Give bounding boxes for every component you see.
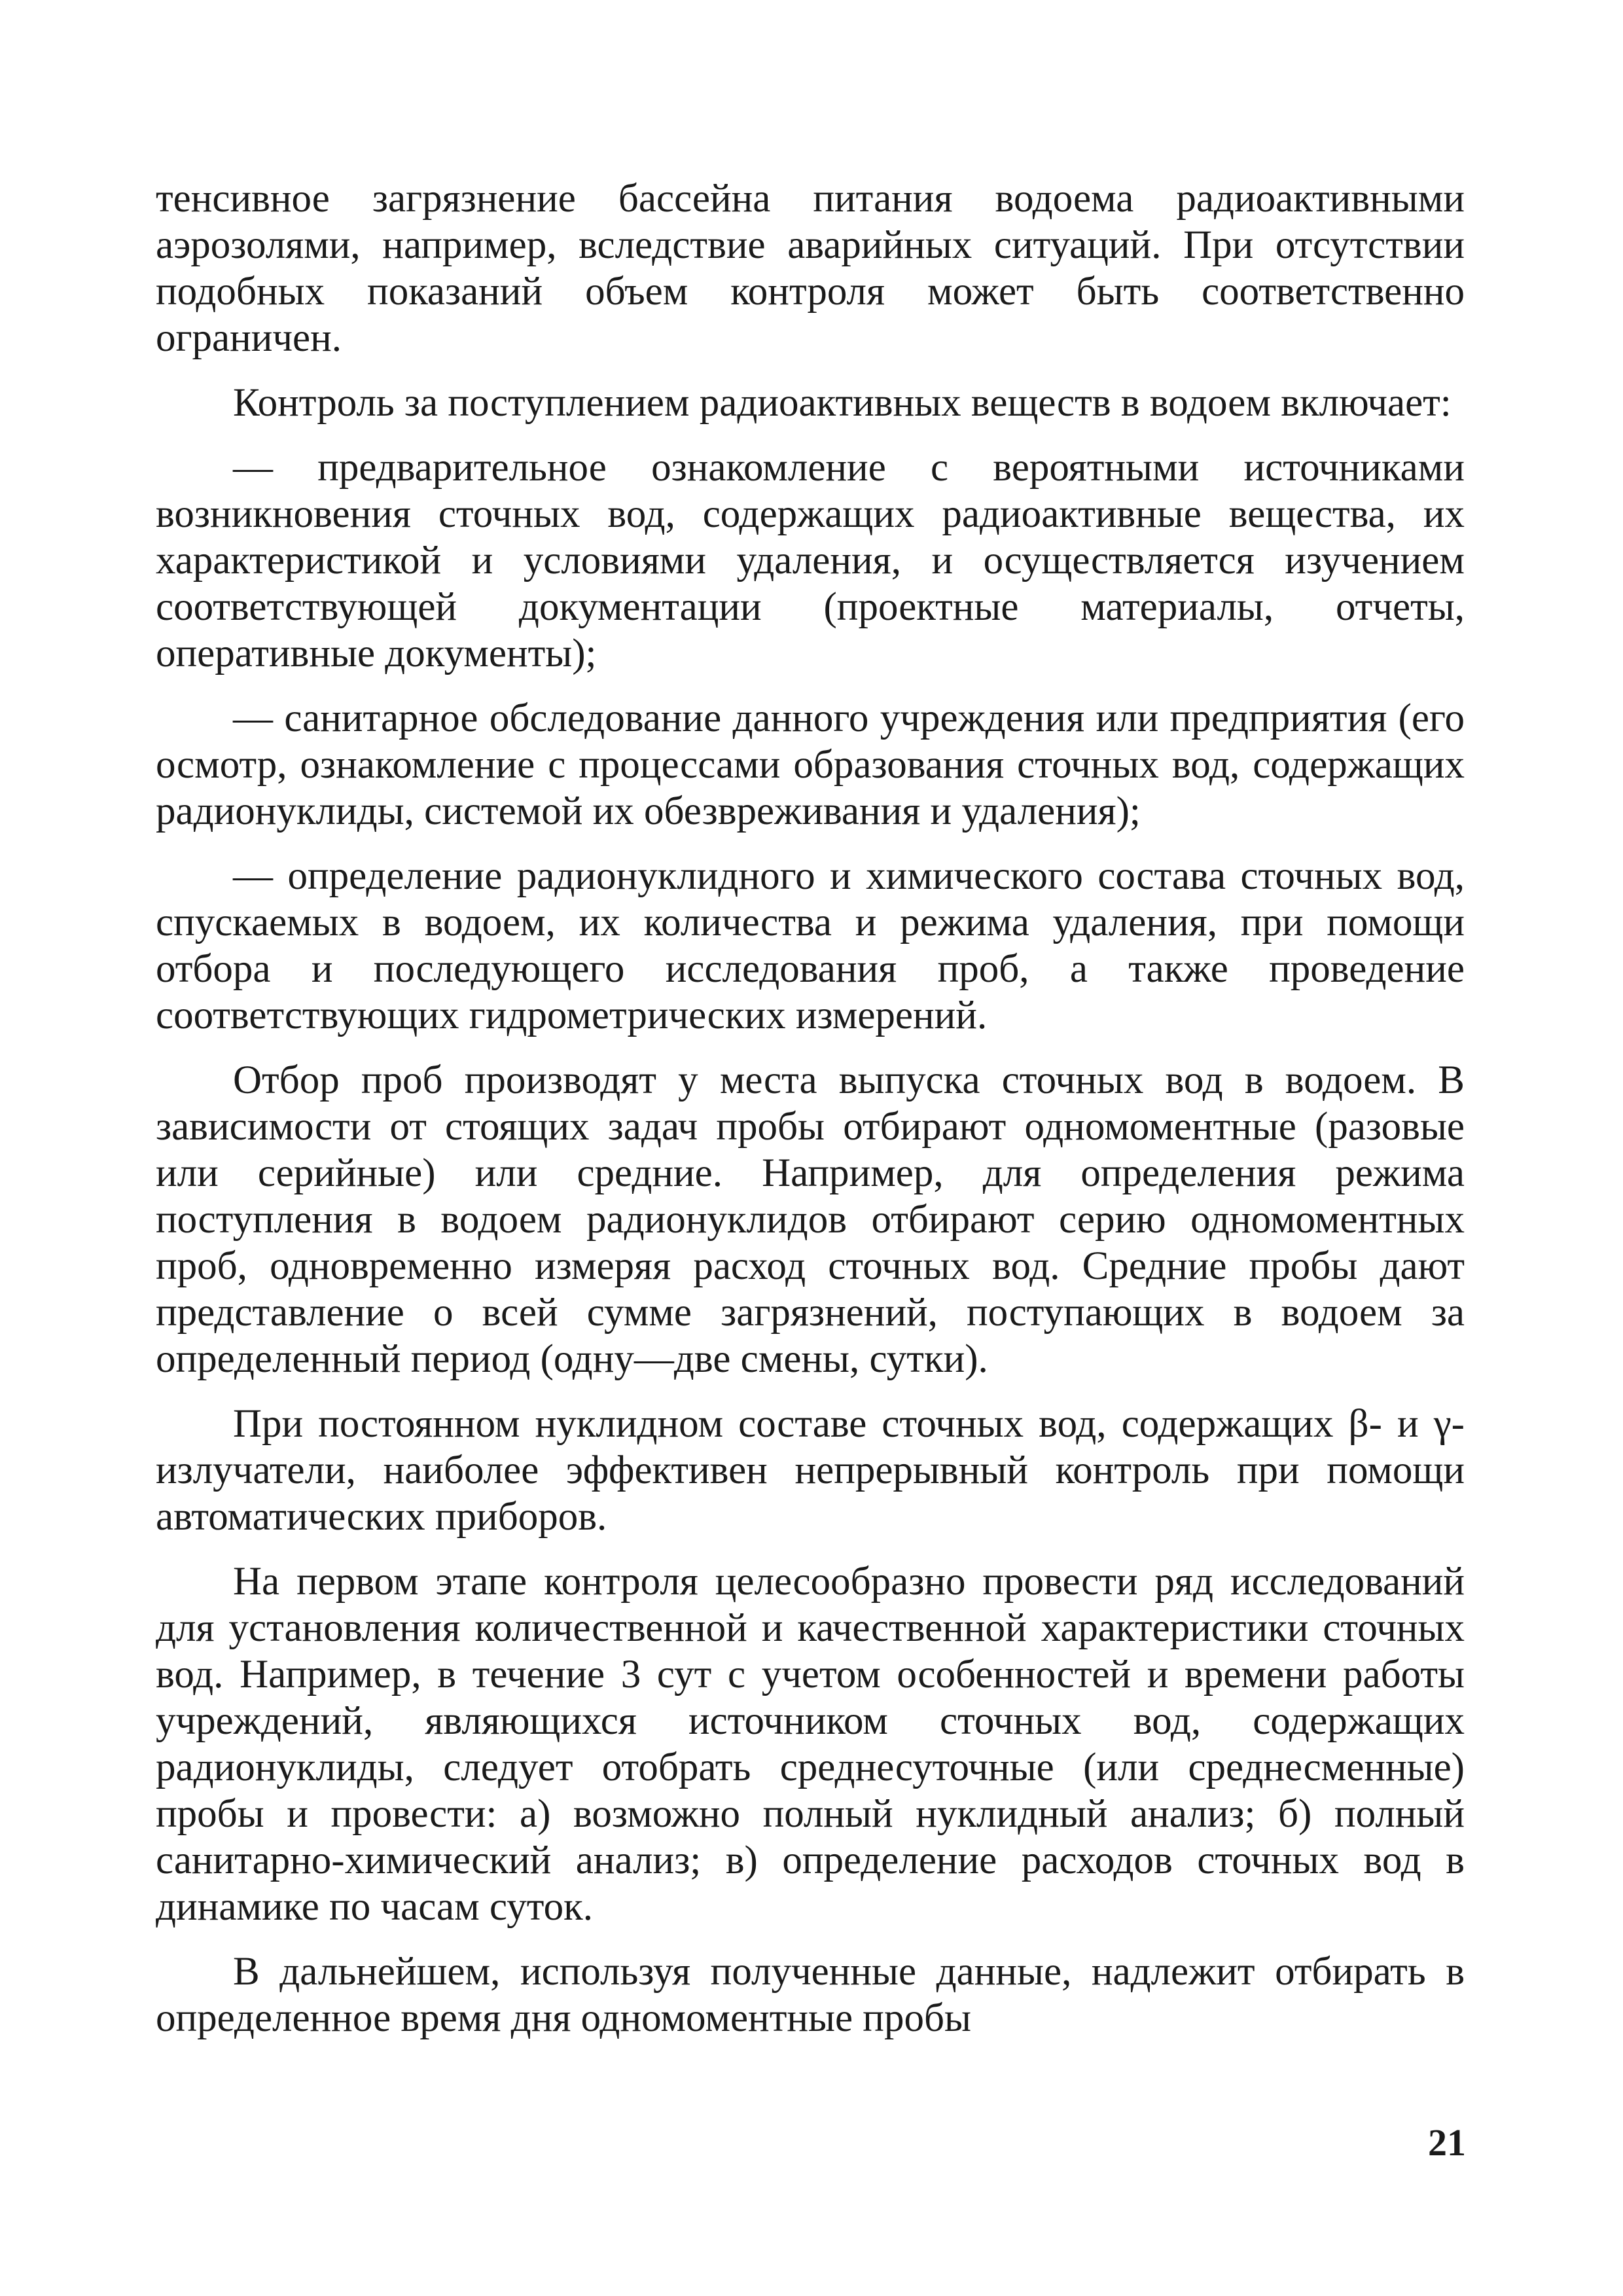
paragraph-7: При постоянном нуклидном составе сточных вод, содержащих β- и γ-излучатели, наиболее эффективен непрерывный контроль при помощи автоматических приборов.	[156, 1402, 1465, 1539]
paragraph-1: тенсивное загрязнение бассейна питания водоема радиоактивными аэрозолями, например, вследствие аварийных ситуаций. При отсутствии подобных показаний объем контроля может быть соответственно ограничен.	[156, 177, 1465, 360]
paragraph-6: Отбор проб производят у места выпуска сточных вод в водоем. В зависимости от стоящих задач пробы отбирают одномоментные (разовые или серийные) или средние. Например, для определения режима поступления в водоем радионуклидов отбирают серию одномоментных проб, одновременно измеряя расход сточных вод. Средние пробы дают представление о всей сумме загрязнений, поступающих в водоем за определенный период (одну—две смены, сутки).	[156, 1058, 1465, 1381]
paragraph-8: На первом этапе контроля целесообразно провести ряд исследований для установления количественной и качественной характеристики сточных вод. Например, в течение 3 сут с учетом особенностей и времени работы учреждений, являющихся источником сточных вод, содержащих радионуклиды, следует отобрать среднесуточные (или среднесменные) пробы и провести: а) возможно полный нуклидный анализ; б) полный санитарно-химический анализ; в) определение расходов сточных вод в динамике по часам суток.	[156, 1560, 1465, 1929]
paragraph-9: В дальнейшем, используя полученные данные, надлежит отбирать в определенное время дня одномоментные пробы	[156, 1950, 1465, 2040]
paragraph-3: — предварительное ознакомление с вероятными источниками возникновения сточных вод, содержащих радиоактивные вещества, их характеристикой и условиями удаления, и осуществляется изучением соответствующей документации (проектные материалы, отчеты, оперативные документы);	[156, 446, 1465, 675]
paragraph-2: Контроль за поступлением радиоактивных веществ в водоем включает:	[233, 381, 1452, 425]
body-text	[156, 175, 1465, 2060]
page-number: 21	[1428, 2121, 1466, 2164]
paragraph-4: — санитарное обследование данного учреждения или предприятия (его осмотр, ознакомление с процессами образования сточных вод, содержащих радионуклиды, системой их обезвреживания и удаления);	[156, 696, 1465, 833]
paragraph-5: — определение радионуклидного и химического состава сточных вод, спускаемых в водоем, их количества и режима удаления, при помощи отбора и последующего исследования проб, а также проведение соответствующих гидрометрических измерений.	[156, 854, 1465, 1037]
